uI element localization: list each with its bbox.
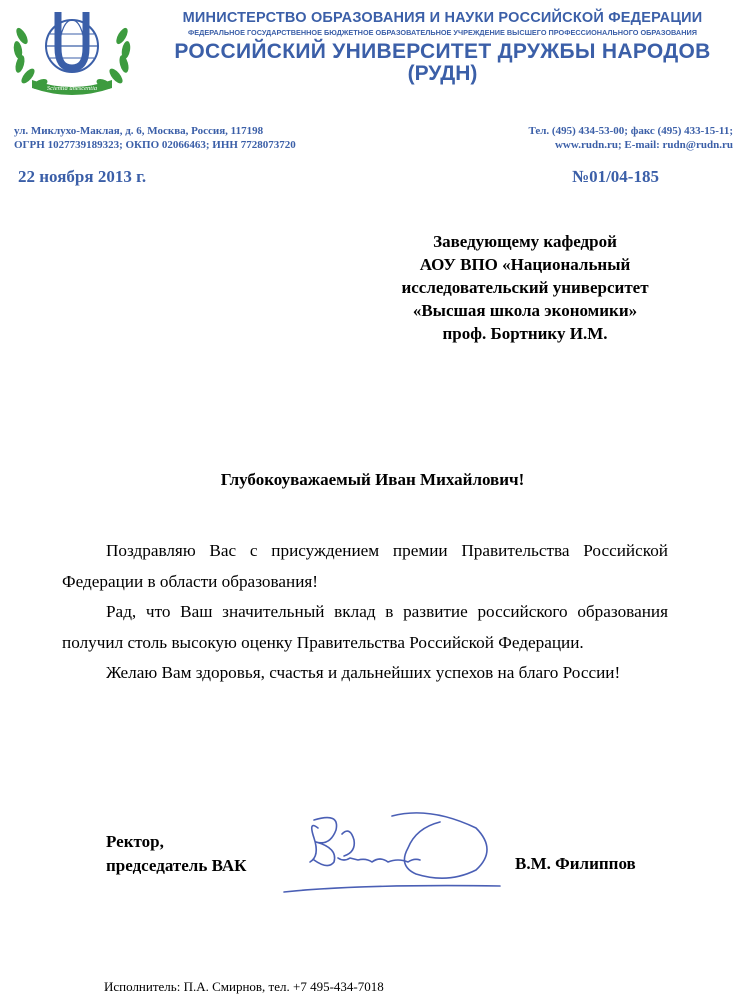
executor-line: Исполнитель: П.А. Смирнов, тел. +7 495-434-7018: [104, 979, 384, 994]
letter-body: [62, 536, 668, 689]
letter-number: №01/04-185: [572, 167, 659, 186]
university-name: РОССИЙСКИЙ УНИВЕРСИТЕТ ДРУЖБЫ НАРОДОВ: [174, 40, 711, 63]
position-line: председатель ВАК: [106, 856, 247, 875]
addressee-line: «Высшая школа экономики»: [412, 301, 638, 320]
signatory-name: В.М. Филиппов: [515, 854, 636, 873]
web-email: www.rudn.ru; E-mail: rudn@rudn.ru: [554, 139, 733, 151]
addressee-block: [300, 230, 745, 345]
addressee-line: исследовательский университет: [401, 278, 649, 297]
registration-codes: ОГРН 1027739189323; ОКПО 02066463; ИНН 7728073720: [14, 139, 296, 151]
body-paragraph: Поздравляю Вас с присуждением премии Правительства Российской Федерации в области образования!: [62, 541, 668, 591]
institution-type: ФЕДЕРАЛЬНОЕ ГОСУДАРСТВЕННОЕ БЮДЖЕТНОЕ ОБРАЗОВАТЕЛЬНОЕ УЧРЕЖДЕНИЕ ВЫСШЕГО ПРОФЕССИОНАЛЬНОГО ОБРАЗОВАНИЯ: [188, 28, 697, 37]
ministry-name: МИНИСТЕРСТВО ОБРАЗОВАНИЯ И НАУКИ РОССИЙСКОЙ ФЕДЕРАЦИИ: [182, 10, 703, 26]
body-paragraph: Рад, что Ваш значительный вклад в развитие российского образования получил столь высокую оценку Правительства Российской Федерации.: [62, 602, 668, 652]
phone-fax: Тел. (495) 434-53-00; факс (495) 433-15-11;: [528, 125, 733, 137]
position-line: Ректор,: [106, 832, 164, 851]
addressee-line: Заведующему кафедрой: [433, 232, 617, 251]
address: ул. Миклухо-Маклая, д. 6, Москва, Россия, 117198: [14, 125, 264, 137]
signatory-position: [106, 830, 246, 878]
addressee-line: АОУ ВПО «Национальный: [419, 255, 631, 274]
body-paragraph: Желаю Вам здоровья, счастья и дальнейших успехов на благо России!: [106, 663, 621, 682]
salutation: Глубокоуважаемый Иван Михайлович!: [220, 470, 525, 489]
addressee-line: проф. Бортнику И.М.: [442, 324, 608, 343]
university-abbreviation: (РУДН): [407, 62, 478, 85]
university-logo-icon: [8, 4, 136, 104]
logo-motto: Scientia unescentia: [46, 85, 98, 92]
letter-date: 22 ноября 2013 г.: [18, 167, 147, 186]
handwritten-signature: [280, 808, 505, 896]
